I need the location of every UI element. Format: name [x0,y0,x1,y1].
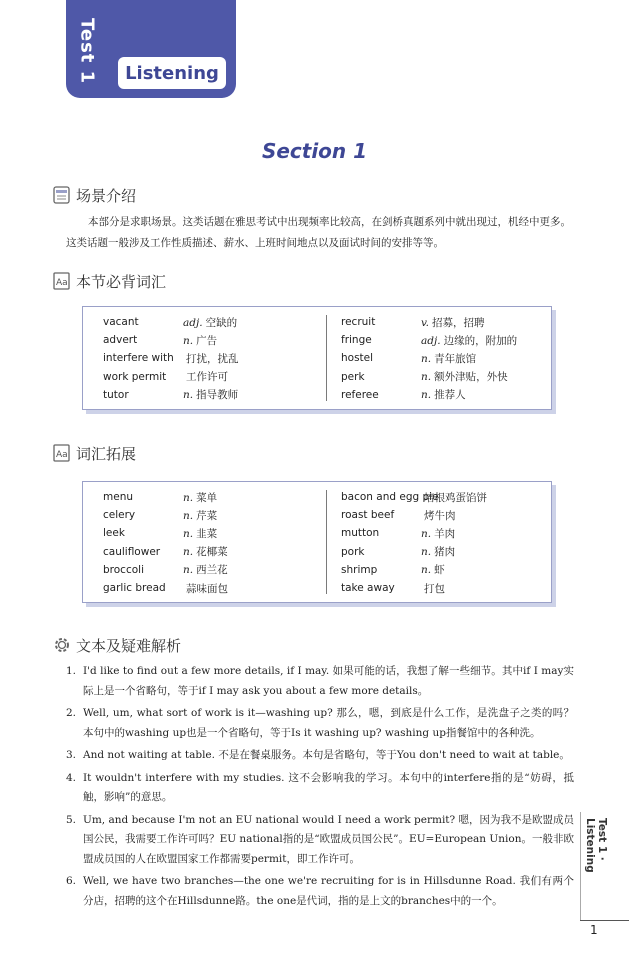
vocab-row [341,368,517,386]
vocab-word: tutor [103,388,129,401]
list-text: It wouldn't interfere with my studies. 这不会影响我的学习。本句中的interfere指的是“妨碍，抵触，影响”的意思。 [83,771,574,803]
list-text: Um, and because I'm not an EU national would I need a work permit? 嗯，因为我不是欧盟成员国公民，我需要工作许可吗？EU national指的是“欧盟成员国公民”。EU=European Union。一般非欧盟成员国的人在欧盟国家工作都需要permit，即工作许可。 [83,813,574,865]
vocab-definition [421,544,455,559]
vocab-word: garlic bread [103,582,166,595]
vocab-meaning: 烤牛肉 [424,509,456,522]
vocab-definition [421,333,517,348]
expansion-divider [326,490,327,594]
part-of-speech: n. [183,389,194,402]
part-of-speech: n. [183,546,194,559]
notebook-icon [52,271,72,291]
part-of-speech: n. [183,334,194,347]
vocab-definition [183,315,237,330]
part-of-speech: n. [183,527,194,540]
vocab-row [103,386,239,404]
part-of-speech: adj. [183,316,203,329]
list-item [66,872,574,911]
vocab-row [341,331,517,349]
vocab-definition [421,490,487,505]
list-number: 1. [66,665,77,677]
vocab-meaning: 西兰花 [196,564,228,577]
list-number: 4. [66,771,77,784]
vocab-definition [183,562,228,577]
vocab-word: perk [341,370,365,383]
vocab-row [103,349,239,367]
vocab-meaning: 猪肉 [434,546,456,559]
analysis-list [66,662,574,914]
vocab-meaning: 推荐人 [434,389,466,402]
page-number: 1 [590,923,598,937]
expansion-heading [52,442,136,464]
list-item [66,769,574,808]
vocab-row [103,313,239,331]
vocab-meaning: 打包 [424,582,445,595]
vocab-word: fringe [341,334,372,347]
test-label: Test 1 [76,17,98,85]
list-item [66,704,574,743]
vocab-meaning: 青年旅馆 [434,352,477,365]
vocab-word: shrimp [341,563,378,576]
analysis-heading-text: 文本及疑难解析 [76,636,182,655]
vocab-word: referee [341,388,379,401]
book-icon [52,185,72,205]
vocab-meaning: 广告 [196,334,218,347]
vocab-row [341,524,487,542]
vocab-definition [183,526,217,541]
part-of-speech: n. [183,491,194,504]
page-footer-line [580,920,629,921]
vocab-row [103,488,228,506]
vocab-row [341,386,517,404]
svg-text:Aa: Aa [56,278,68,288]
list-number: 6. [66,875,77,887]
vocab-heading [52,270,166,292]
list-text: And not waiting at table. 不是在餐桌服务。本句是省略句，等于You don't need to wait at table。 [83,749,570,761]
vocab-meaning: 边缘的，附加的 [443,334,518,347]
vocab-definition [183,544,228,559]
part-of-speech: adj. [421,334,441,347]
vocab-divider [326,315,327,401]
vocab-row [103,524,228,542]
vocab-meaning: 花椰菜 [196,546,228,559]
vocab-word: recruit [341,316,376,329]
intro-heading-text: 场景介绍 [76,186,137,205]
list-text: I'd like to find out a few more details, if I may. 如果可能的话，我想了解一些细节。其中if I may实际上是一个省略句，等于if I may ask you about a few more details。 [83,665,574,697]
vocab-row [103,368,239,386]
list-text: Well, we have two branches—the one we're recruiting for is in Hillsdunne Road. 我们有两个分店，招聘的这个在Hillsdunne路。the one是代词，指的是上文的branches中的一个。 [83,875,574,907]
vocab-definition [421,526,455,541]
intro-heading [52,184,136,206]
vocab-definition [183,581,228,596]
vocab-definition [421,315,485,330]
vocab-definition [183,351,239,366]
vocab-row [341,543,487,561]
vocab-row [341,579,487,597]
vocab-row [341,488,487,506]
vocab-meaning: 打扰，扰乱 [186,352,239,365]
part-of-speech: n. [183,509,194,522]
list-item [66,662,574,701]
vocab-meaning: 芹菜 [196,509,218,522]
vocab-row [103,331,239,349]
list-item [66,811,574,870]
intro-paragraph: 本部分是求职场景。这类话题在雅思考试中出现频率比较高，在剑桥真题系列中就出现过，机经中更多。这类话题一般涉及工作性质描述、薪水、上班时间地点以及面试时间的安排等等。 [66,216,571,249]
vocab-word: bacon and egg pie [341,491,439,504]
vocab-row [341,349,517,367]
vocab-meaning: 蒜味面包 [186,582,228,595]
vocab-row [103,506,228,524]
vocab-meaning: 韭菜 [196,527,218,540]
vocab-word: cauliflower [103,545,161,558]
vocab-definition [421,387,466,402]
vocab-word: menu [103,491,133,504]
part-of-speech: n. [421,389,432,402]
vocab-word: advert [103,334,138,347]
vocab-word: broccoli [103,563,144,576]
vocab-row [103,543,228,561]
vocab-word: pork [341,545,365,558]
list-number: 5. [66,813,77,826]
vocab-word: vacant [103,316,139,329]
vocab-word: leek [103,527,125,540]
vocab-definition [183,369,228,384]
vocab-row [103,579,228,597]
vocab-word: take away [341,582,395,595]
analysis-heading [52,634,181,656]
part-of-speech: v. [421,316,430,329]
vocab-word: celery [103,509,136,522]
vocab-definition [183,508,217,523]
vocab-definition [421,351,476,366]
vocab-definition [183,490,217,505]
vocab-definition [421,562,445,577]
vocab-row [341,313,517,331]
vocab-meaning: 虾 [434,564,445,577]
vocab-definition [183,333,217,348]
part-of-speech: n. [421,564,432,577]
gear-icon [52,635,72,655]
expansion-box [82,481,552,603]
side-label: Test 1 · Listening [584,818,608,873]
vocab-box [82,306,552,410]
module-label: Listening [118,57,226,89]
part-of-speech: n. [183,564,194,577]
vocab-word: work permit [103,370,167,383]
list-text: Well, um, what sort of work is it—washing up? 那么，嗯，到底是什么工作，是洗盘子之类的吗？本句中的washing up也是一个省略句，等于Is it washing up? washing up指餐馆中的各种洗。 [83,707,574,739]
vocab-meaning: 空缺的 [205,316,238,329]
list-number: 3. [66,749,77,761]
vocab-meaning: 工作许可 [186,371,228,384]
vocab-meaning: 额外津贴，外快 [434,371,508,384]
vocab-word: roast beef [341,509,395,522]
svg-text:Aa: Aa [56,450,68,460]
expansion-heading-text: 词汇拓展 [76,444,137,463]
vocab-word: interfere with [103,352,174,365]
vocab-row [341,561,487,579]
part-of-speech: n. [421,371,432,384]
vocab-meaning: 指导教师 [196,389,239,402]
vocab-word: hostel [341,352,374,365]
vocab-meaning: 菜单 [196,491,218,504]
notebook-icon [52,443,72,463]
vocab-word: mutton [341,527,380,540]
vocab-meaning: 培根鸡蛋馅饼 [424,491,487,504]
vocab-heading-text: 本节必背词汇 [76,272,167,291]
section-title: Section 1 [261,139,368,163]
part-of-speech: n. [421,527,432,540]
vocab-definition [421,369,508,384]
list-item [66,746,574,766]
vocab-definition [421,508,456,523]
vocab-meaning: 招募，招聘 [432,316,485,329]
part-of-speech: n. [421,352,432,365]
vocab-row [103,561,228,579]
list-number: 2. [66,707,77,719]
part-of-speech: n. [421,546,432,559]
vocab-meaning: 羊肉 [434,527,456,540]
vocab-row [341,506,487,524]
vocab-definition [183,387,238,402]
vocab-definition [421,581,445,596]
